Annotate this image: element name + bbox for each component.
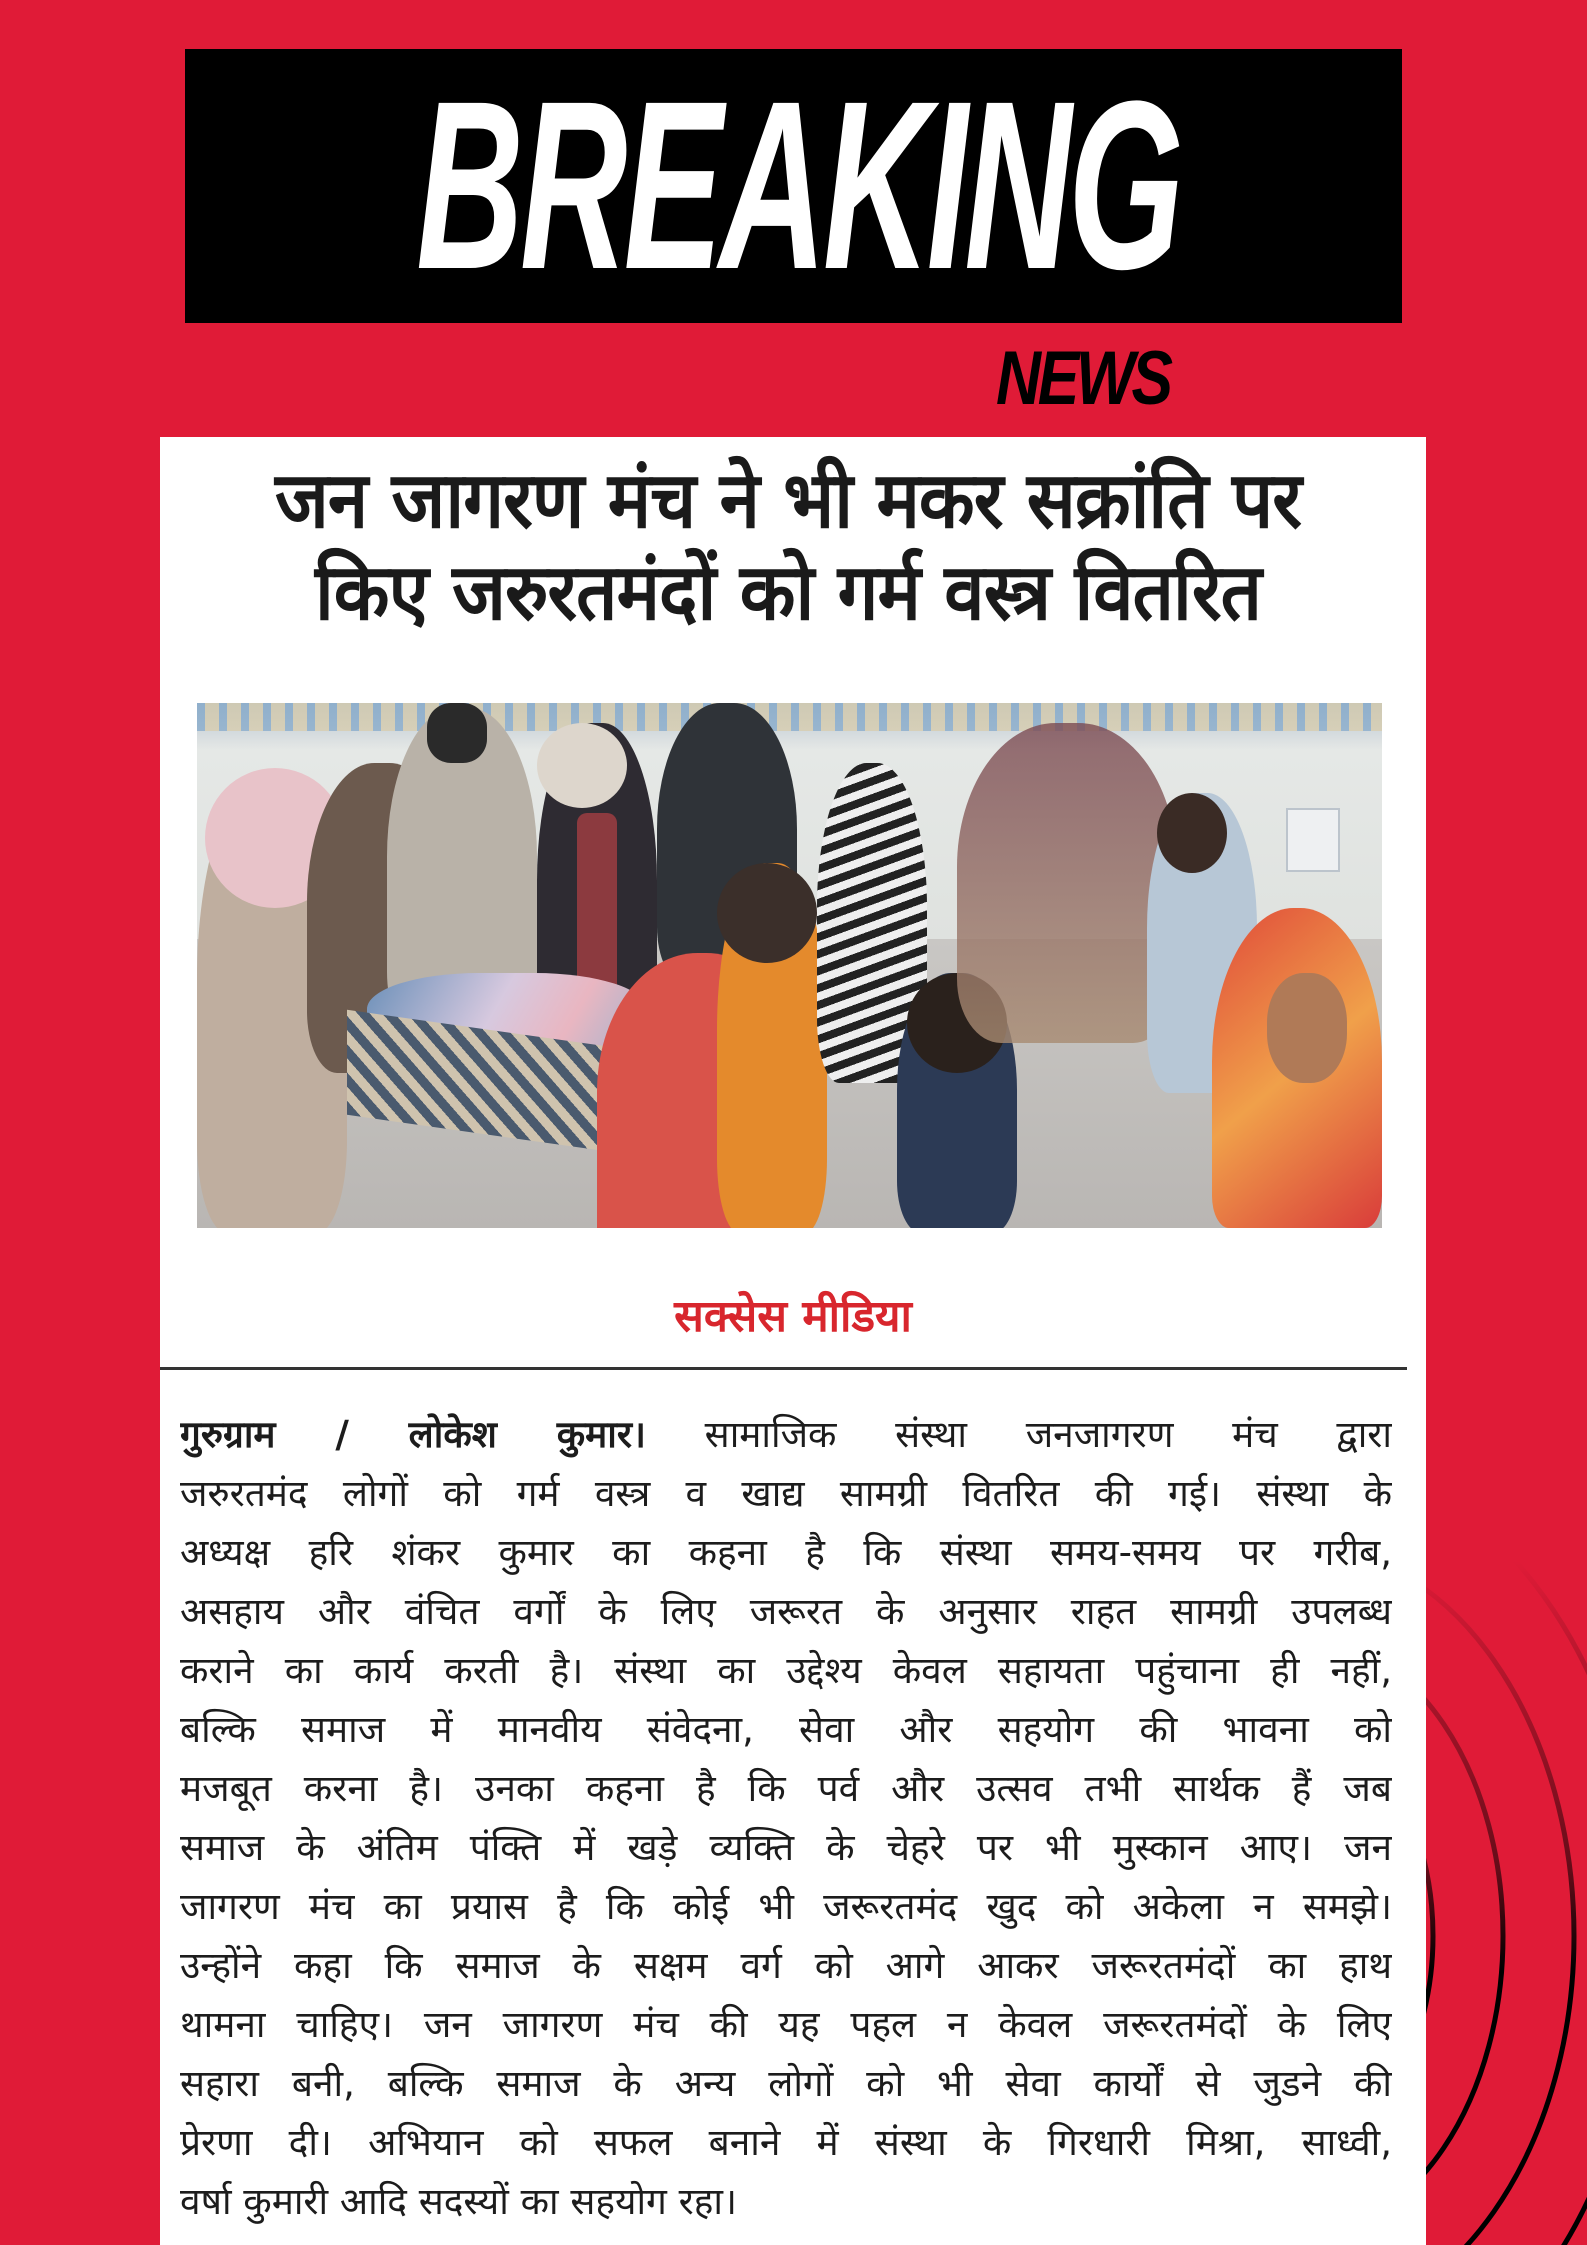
divider-line <box>160 1367 1407 1370</box>
photo-person <box>1267 973 1347 1083</box>
photo-person <box>537 723 627 808</box>
body-line-9: जागरण मंच का प्रयास है कि कोई भी जरूरतमंद खुद को अकेला न समझे। <box>180 1885 1392 1928</box>
body-line-8: समाज के अंतिम पंक्ति में खड़े व्यक्ति के चेहरे पर भी मुस्कान आए। जन <box>180 1826 1392 1869</box>
body-line-10: उन्होंने कहा कि समाज के सक्षम वर्ग को आगे आकर जरूरतमंदों का हाथ <box>180 1944 1392 1987</box>
breaking-title: BREAKING <box>416 51 1181 319</box>
photo-switchboard <box>1286 808 1340 872</box>
body-line-1 <box>180 1405 1392 1464</box>
news-subtitle: NEWS <box>996 336 1170 421</box>
body-line-14: वर्षा कुमारी आदि सदस्यों का सहयोग रहा। <box>180 2180 738 2223</box>
photo-person <box>717 863 817 963</box>
body-line-12: सहारा बनी, बल्कि समाज के अन्य लोगों को भी सेवा कार्यों से जुडने की <box>180 2062 1392 2105</box>
breaking-banner <box>185 49 1402 323</box>
byline: गुरुग्राम / लोकेश कुमार। <box>180 1413 646 1456</box>
photo-person <box>1157 793 1227 873</box>
headline-line-2: किए जरुरतमंदों को गर्म वस्त्र वितरित <box>315 548 1261 638</box>
body-line-13: प्रेरणा दी। अभियान को सफल बनाने में संस्था के गिरधारी मिश्रा, साध्वी, <box>180 2121 1392 2164</box>
body-line-5: कराने का कार्य करती है। संस्था का उद्देश्य केवल सहायता पहुंचाना ही नहीं, <box>180 1649 1392 1692</box>
source-credit: सक्सेस मीडिया <box>674 1291 912 1342</box>
photo-fence <box>197 703 1382 731</box>
body-line-6: बल्कि समाज में मानवीय संवेदना, सेवा और सहयोग की भावना को <box>180 1708 1392 1751</box>
photo-person <box>427 703 487 763</box>
body-line-11: थामना चाहिए। जन जागरण मंच की यह पहल न केवल जरूरतमंदों के लिए <box>180 2003 1392 2046</box>
article-photo <box>197 703 1382 1228</box>
body-line-3: अध्यक्ष हरि शंकर कुमार का कहना है कि संस्था समय-समय पर गरीब, <box>180 1531 1392 1574</box>
article-headline <box>190 455 1386 639</box>
article-panel <box>160 437 1426 2245</box>
article-body <box>180 1405 1392 2231</box>
body-line-7: मजबूत करना है। उनका कहना है कि पर्व और उत्सव तभी सार्थक हैं जब <box>180 1767 1392 1810</box>
body-line-4: असहाय और वंचित वर्गों के लिए जरूरत के अनुसार राहत सामग्री उपलब्ध <box>180 1590 1392 1633</box>
body-line-2: जरुरतमंद लोगों को गर्म वस्त्र व खाद्य सामग्री वितरित की गई। संस्था के <box>180 1472 1392 1515</box>
headline-line-1: जन जागरण मंच ने भी मकर सक्रांति पर <box>275 456 1301 546</box>
photo-person <box>957 723 1177 1043</box>
body-text-segment: सामाजिक संस्था जनजागरण मंच द्वारा <box>646 1413 1392 1456</box>
